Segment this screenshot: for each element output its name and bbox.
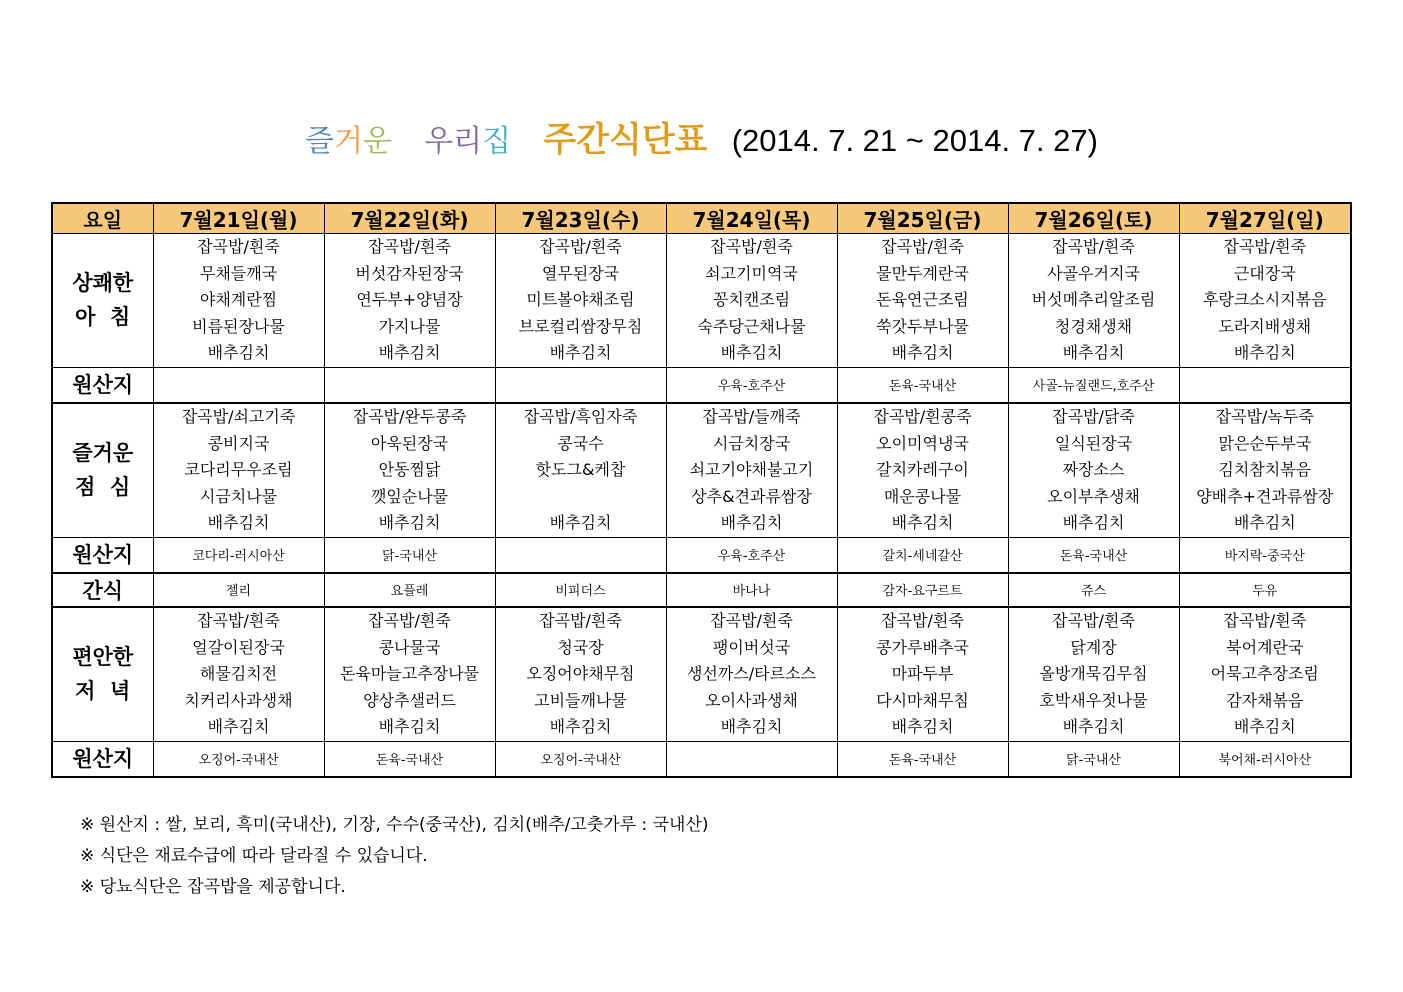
menu-item: 잡곡밥/흰죽 [1052, 610, 1135, 630]
menu-cell [666, 403, 837, 537]
page-title [0, 116, 1403, 166]
origin-cell: 돈육-국내산 [837, 367, 1008, 403]
menu-item: 잡곡밥/흑임자죽 [523, 406, 638, 426]
menu-item: 배추김치 [378, 717, 441, 737]
menu-item: 호박새우젓나물 [1039, 690, 1148, 710]
footnote: ※ 당뇨식단은 잡곡밥을 제공합니다. [80, 877, 346, 897]
menu-item: 감자채볶음 [1226, 690, 1304, 710]
origin-cell: 돈육-국내산 [1008, 537, 1179, 573]
menu-item: 배추김치 [1233, 343, 1296, 363]
menu-item: 잡곡밥/흰죽 [539, 610, 622, 630]
menu-item: 배추김치 [549, 513, 612, 533]
menu-item: 쇠고기미역국 [705, 263, 798, 283]
origin-cell: 북어채-러시아산 [1179, 741, 1351, 777]
day-header: 7월21일(월) [153, 203, 324, 234]
breakfast-label [52, 234, 153, 368]
breakfast-row [52, 234, 1351, 368]
menu-item: 치커리사과생채 [184, 690, 293, 710]
menu-item: 물만두계란국 [876, 263, 969, 283]
meal-label-line: 아 침 [75, 305, 131, 330]
menu-item: 시금치나물 [199, 486, 278, 506]
menu-cell [495, 234, 666, 368]
menu-item: 잡곡밥/흰죽 [881, 237, 964, 256]
origin-cell: 돈육-국내산 [324, 741, 495, 777]
menu-item: 돈육연근조림 [876, 290, 969, 310]
menu-item: 배추김치 [720, 513, 783, 533]
menu-item: 배추김치 [207, 717, 270, 737]
menu-cell [153, 607, 324, 741]
day-header: 7월26일(토) [1008, 203, 1179, 234]
menu-item: 어묵고추장조림 [1210, 664, 1319, 684]
menu-item: 얼갈이된장국 [192, 637, 285, 657]
menu-item: 매운콩나물 [883, 486, 962, 506]
menu-item: 배추김치 [207, 513, 270, 533]
footnote: ※ 원산지 : 쌀, 보리, 흑미(국내산), 기장, 수수(중국산), 김치(배추/고춧가루 : 국내산) [80, 815, 709, 835]
menu-item: 열무된장국 [541, 263, 620, 283]
menu-cell [495, 607, 666, 741]
menu-cell [1179, 234, 1351, 368]
meal-label-line: 편안한 [72, 645, 134, 670]
origin-cell: 돈육-국내산 [837, 741, 1008, 777]
menu-item: 배추김치 [1062, 717, 1125, 737]
menu-item: 배추김치 [549, 343, 612, 363]
menu-item: 도라지배생채 [1218, 316, 1312, 336]
menu-item: 잡곡밥/완두콩죽 [352, 406, 467, 426]
title-word-char: 거 [334, 124, 364, 159]
menu-item: 연두부+양념장 [356, 290, 463, 310]
menu-item: 후랑크소시지볶음 [1202, 290, 1327, 310]
menu-item: 배추김치 [1233, 513, 1296, 533]
origin-cell: 오징어-국내산 [153, 741, 324, 777]
menu-item: 오징어야채무침 [526, 664, 635, 684]
title-word-char: 리 [453, 124, 483, 159]
lunch-origin-row [52, 537, 1351, 573]
menu-item: 코다리무우조림 [184, 460, 293, 480]
origin-cell [495, 367, 666, 403]
menu-item: 꽁치캔조림 [712, 290, 791, 310]
origin-label: 원산지 [52, 367, 153, 403]
menu-item: 콩나물국 [378, 637, 441, 657]
menu-item: 배추김치 [891, 513, 954, 533]
menu-item: 미트볼야채조림 [526, 290, 635, 310]
menu-item: 상추&견과류쌈장 [691, 486, 812, 506]
origin-cell [666, 741, 837, 777]
menu-item: 마파두부 [891, 664, 954, 684]
menu-cell [837, 403, 1008, 537]
menu-item: 오이부추생채 [1047, 486, 1140, 506]
origin-cell: 오징어-국내산 [495, 741, 666, 777]
dinner-label [52, 607, 153, 741]
menu-cell [153, 234, 324, 368]
lunch-label [52, 403, 153, 537]
weekly-menu-table [51, 202, 1352, 778]
origin-cell: 갈치-세네갈산 [837, 537, 1008, 573]
menu-item: 브로컬리쌈장무침 [518, 316, 643, 336]
origin-cell: 바지락-중국산 [1179, 537, 1351, 573]
origin-cell [324, 367, 495, 403]
menu-item: 해물김치전 [199, 664, 278, 684]
menu-item: 콩비지국 [207, 433, 270, 453]
menu-cell [1008, 607, 1179, 741]
menu-item: 잡곡밥/흰죽 [368, 610, 451, 630]
menu-cell [837, 234, 1008, 368]
header-label: 요일 [52, 203, 153, 234]
origin-cell [1179, 367, 1351, 403]
menu-item: 돈육마늘고추장나물 [339, 664, 480, 684]
title-word-char: 집 [482, 124, 512, 159]
menu-item: 콩국수 [557, 433, 604, 453]
menu-item: 비름된장나물 [192, 316, 285, 336]
menu-cell [1179, 403, 1351, 537]
day-header: 7월22일(화) [324, 203, 495, 234]
menu-item: 잡곡밥/흰죽 [710, 237, 793, 256]
day-header: 7월25일(금) [837, 203, 1008, 234]
menu-item: 무채들깨국 [199, 263, 278, 283]
menu-item: 잡곡밥/흰죽 [197, 610, 280, 630]
menu-cell [837, 607, 1008, 741]
menu-item: 김치참치볶음 [1218, 460, 1312, 480]
menu-item: 잡곡밥/흰죽 [1223, 237, 1307, 256]
menu-cell [324, 234, 495, 368]
origin-cell: 우육-호주산 [666, 537, 837, 573]
dinner-origin-row [52, 741, 1351, 777]
meal-label-line: 점 심 [75, 475, 131, 500]
menu-item: 잡곡밥/흰죽 [1052, 237, 1135, 256]
menu-item: 배추김치 [720, 343, 783, 363]
snack-cell: 쥬스 [1008, 573, 1179, 607]
menu-item: 맑은순두부국 [1218, 433, 1312, 453]
menu-item: 아욱된장국 [370, 433, 449, 453]
menu-item: 사골우거지국 [1047, 263, 1140, 283]
menu-cell [666, 607, 837, 741]
menu-item: 배추김치 [720, 717, 783, 737]
menu-item: 쇠고기야채불고기 [689, 460, 814, 480]
breakfast-origin-row [52, 367, 1351, 403]
title-main: 주간식단표 [543, 120, 708, 160]
origin-label: 원산지 [52, 741, 153, 777]
menu-cell [324, 403, 495, 537]
menu-item: 생선까스/타르소스 [686, 664, 817, 684]
menu-item: 청국장 [557, 637, 604, 657]
menu-cell [1179, 607, 1351, 741]
menu-cell [495, 403, 666, 537]
menu-item: 숙주당근채나물 [697, 316, 806, 336]
menu-item: 버섯메추리알조림 [1031, 290, 1156, 310]
menu-item: 야채계란찜 [199, 290, 278, 310]
menu-cell [1008, 403, 1179, 537]
menu-item: 짜장소스 [1062, 460, 1125, 480]
menu-cell [324, 607, 495, 741]
menu-item: 고비들깨나물 [534, 690, 627, 710]
menu-item: 근대장국 [1233, 263, 1296, 283]
origin-cell [153, 367, 324, 403]
snack-cell: 바나나 [666, 573, 837, 607]
menu-item: 잡곡밥/흰죽 [1223, 610, 1307, 630]
footnotes [80, 810, 709, 903]
origin-cell: 우육-호주산 [666, 367, 837, 403]
menu-item: 배추김치 [1233, 717, 1296, 737]
snack-row [52, 573, 1351, 607]
title-word-char: 우 [424, 124, 454, 159]
origin-cell: 코다리-러시아산 [153, 537, 324, 573]
origin-cell: 닭-국내산 [324, 537, 495, 573]
menu-item: 다시마채무침 [876, 690, 969, 710]
meal-label-line: 상쾌한 [72, 271, 134, 296]
menu-item: 콩가루배추국 [876, 637, 969, 657]
day-header: 7월27일(일) [1179, 203, 1351, 234]
menu-item: 배추김치 [378, 513, 441, 533]
menu-item: 잡곡밥/들깨죽 [702, 406, 801, 426]
menu-item: 배추김치 [891, 717, 954, 737]
menu-item: 배추김치 [891, 343, 954, 363]
lunch-row [52, 403, 1351, 537]
title-date-range: (2014. 7. 21 ~ 2014. 7. 27) [731, 123, 1098, 158]
day-header: 7월23일(수) [495, 203, 666, 234]
menu-item: 갈치카레구이 [876, 460, 969, 480]
title-word-char: 운 [363, 124, 392, 159]
snack-cell: 두유 [1179, 573, 1351, 607]
header-row [52, 203, 1351, 234]
menu-item: 안동찜닭 [378, 460, 441, 480]
menu-item: 오이미역냉국 [876, 433, 969, 453]
meal-label-line: 저 녁 [75, 679, 131, 704]
menu-item [496, 484, 666, 511]
menu-item: 잡곡밥/흰콩죽 [873, 406, 972, 426]
origin-cell: 사골-뉴질랜드,호주산 [1008, 367, 1179, 403]
menu-item: 양상추샐러드 [363, 690, 456, 710]
menu-item: 잡곡밥/흰죽 [368, 237, 451, 256]
snack-cell: 감자-요구르트 [837, 573, 1008, 607]
menu-item: 닭계장 [1070, 637, 1117, 657]
menu-cell [666, 234, 837, 368]
snack-cell: 젤리 [153, 573, 324, 607]
menu-item: 잡곡밥/흰죽 [710, 610, 793, 630]
snack-cell: 요플레 [324, 573, 495, 607]
menu-item: 잡곡밥/흰죽 [881, 610, 964, 630]
origin-cell [495, 537, 666, 573]
dinner-row [52, 607, 1351, 741]
menu-item: 북어계란국 [1226, 637, 1304, 657]
menu-item: 오이사과생채 [705, 690, 798, 710]
menu-item: 깻잎순나물 [370, 486, 449, 506]
menu-item: 잡곡밥/녹두죽 [1215, 406, 1314, 426]
origin-cell: 닭-국내산 [1008, 741, 1179, 777]
snack-cell: 비피더스 [495, 573, 666, 607]
menu-cell [1008, 234, 1179, 368]
title-word-char: 즐 [305, 124, 335, 159]
menu-item: 잡곡밥/흰죽 [197, 237, 280, 256]
menu-item: 쑥갓두부나물 [876, 316, 969, 336]
menu-item: 청경채생채 [1054, 316, 1133, 336]
origin-label: 원산지 [52, 537, 153, 573]
menu-item: 배추김치 [378, 343, 441, 363]
menu-item: 잡곡밥/흰죽 [539, 237, 622, 256]
menu-item: 가지나물 [378, 316, 441, 336]
menu-item: 잡곡밥/닭죽 [1052, 406, 1135, 426]
footnote: ※ 식단은 재료수급에 따라 달라질 수 있습니다. [80, 846, 428, 866]
menu-item: 올방개묵김무침 [1039, 664, 1148, 684]
snack-label: 간식 [52, 573, 153, 607]
menu-item: 배추김치 [1062, 343, 1125, 363]
menu-item: 버섯감자된장국 [355, 263, 464, 283]
menu-item: 배추김치 [207, 343, 270, 363]
menu-item: 핫도그&케찹 [535, 460, 626, 480]
menu-item: 시금치장국 [712, 433, 791, 453]
menu-cell [153, 403, 324, 537]
menu-item: 양배추+견과류쌈장 [1196, 486, 1334, 506]
menu-item: 일식된장국 [1054, 433, 1133, 453]
meal-label-line: 즐거운 [72, 441, 134, 466]
menu-item: 팽이버섯국 [712, 637, 791, 657]
menu-item: 잡곡밥/쇠고기죽 [181, 406, 296, 426]
menu-item: 배추김치 [549, 717, 612, 737]
day-header: 7월24일(목) [666, 203, 837, 234]
menu-item: 배추김치 [1062, 513, 1125, 533]
